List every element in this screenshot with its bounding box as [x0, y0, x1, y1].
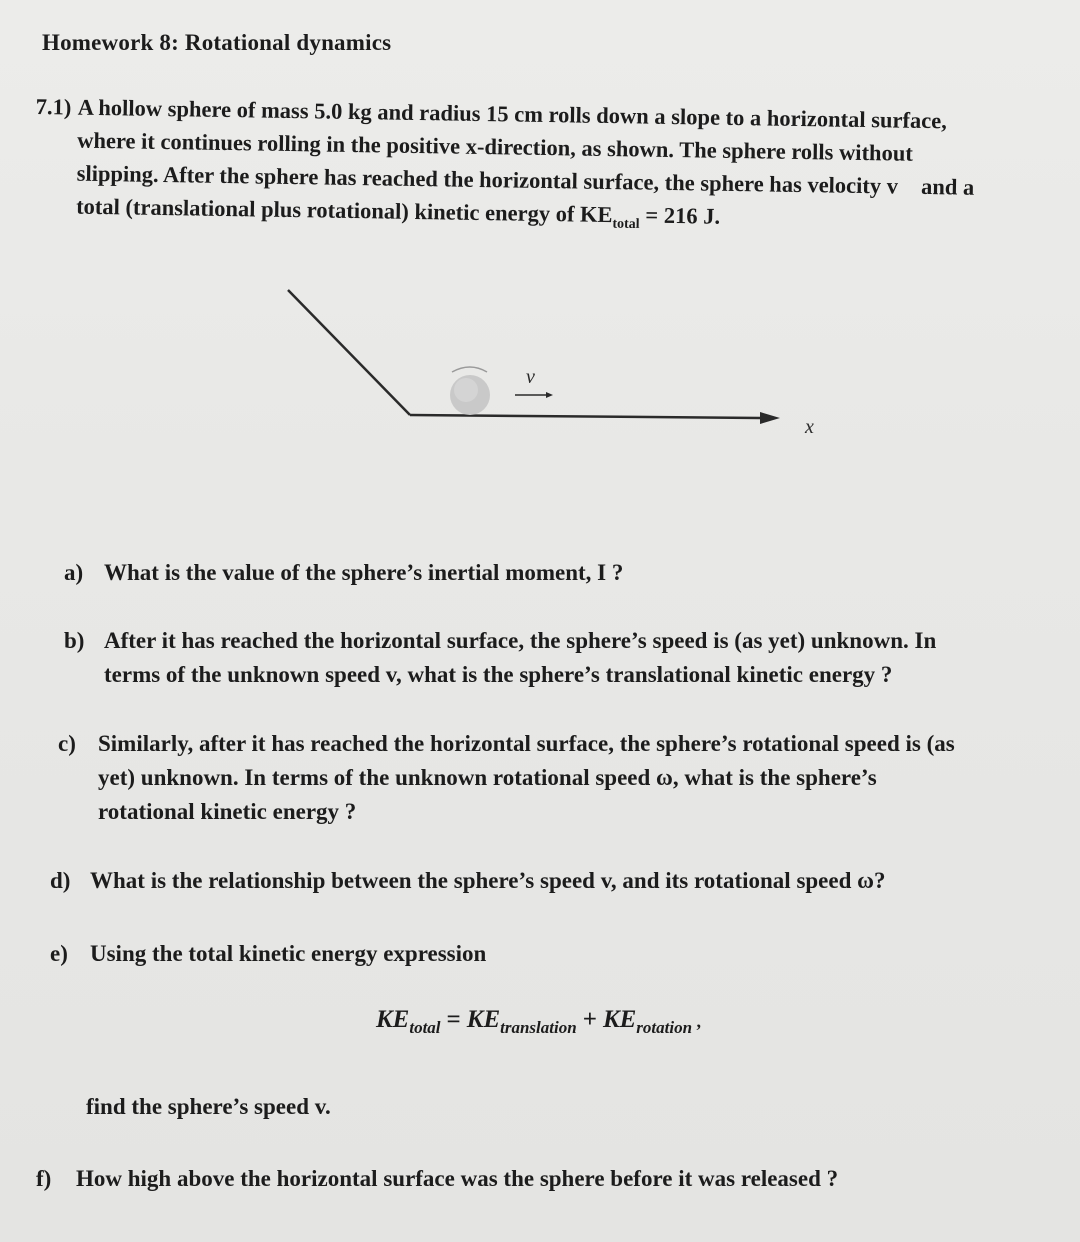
sphere-shade [454, 378, 478, 402]
question-c-text-1: Similarly, after it has reached the horizontal surface, the sphere’s rotational speed is (as [98, 731, 955, 756]
question-b-label: b) [64, 628, 85, 653]
x-axis-label: x [805, 416, 814, 438]
question-f-text: How high above the horizontal surface was the sphere before it was released ? [76, 1166, 839, 1191]
question-d-text: What is the relationship between the sphere’s speed v, and its rotational speed ω? [90, 868, 886, 893]
question-d-label: d) [50, 868, 71, 893]
question-c-label: c) [58, 731, 76, 756]
problem-line-1: 7.1) A hollow sphere of mass 5.0 kg and radius 15 cm rolls down a slope to a horizontal surface, [35, 90, 1050, 139]
question-a [64, 556, 623, 590]
ke-subscript: total [612, 216, 640, 232]
problem-number: 7.1) [35, 93, 72, 120]
rotation-arc [452, 367, 487, 372]
question-e [50, 937, 486, 971]
question-a-label: a) [64, 560, 84, 585]
question-a-text: What is the value of the sphere’s inertial moment, I ? [104, 560, 624, 585]
question-f-label: f) [36, 1166, 52, 1191]
kinetic-energy-equation: $KE_{total} = KE_{translation} + KE_{rotation}$ , [376, 1006, 702, 1037]
question-c-text-2: yet) unknown. In terms of the unknown rotational speed ω, what is the sphere’s [98, 765, 877, 790]
velocity-arrowhead [546, 392, 553, 398]
question-b-text-2: terms of the unknown speed v, what is the sphere’s translational kinetic energy ? [104, 662, 893, 687]
question-b [64, 624, 936, 692]
question-b-text-1: After it has reached the horizontal surface, the sphere’s speed is (as yet) unknown. In [104, 628, 937, 653]
problem-line-3: slipping. After the sphere has reached the horizontal surface, the sphere has velocity v⃗ and a [76, 160, 975, 200]
question-c-text-3: rotational kinetic energy ? [98, 799, 357, 824]
problem-line-4: total (translational plus rotational) kinetic energy of $KE_{total} = 216$ J. [75, 193, 721, 232]
question-e-label: e) [50, 941, 68, 966]
x-axis-line [410, 415, 760, 418]
question-e-text: Using the total kinetic energy expression [90, 941, 487, 966]
page-title: Homework 8: Rotational dynamics [42, 30, 392, 55]
problem-line-2: where it continues rolling in the positive x-direction, as shown. The sphere rolls without [77, 127, 914, 166]
question-d [50, 864, 885, 898]
slope-line [288, 290, 410, 415]
problem-statement [34, 90, 1051, 247]
question-f [36, 1162, 838, 1196]
x-axis-arrowhead [760, 412, 780, 424]
slope-diagram [280, 280, 840, 450]
question-e-continuation: find the sphere’s speed v. [86, 1094, 331, 1119]
velocity-label: v [526, 366, 535, 388]
question-c [58, 727, 955, 829]
